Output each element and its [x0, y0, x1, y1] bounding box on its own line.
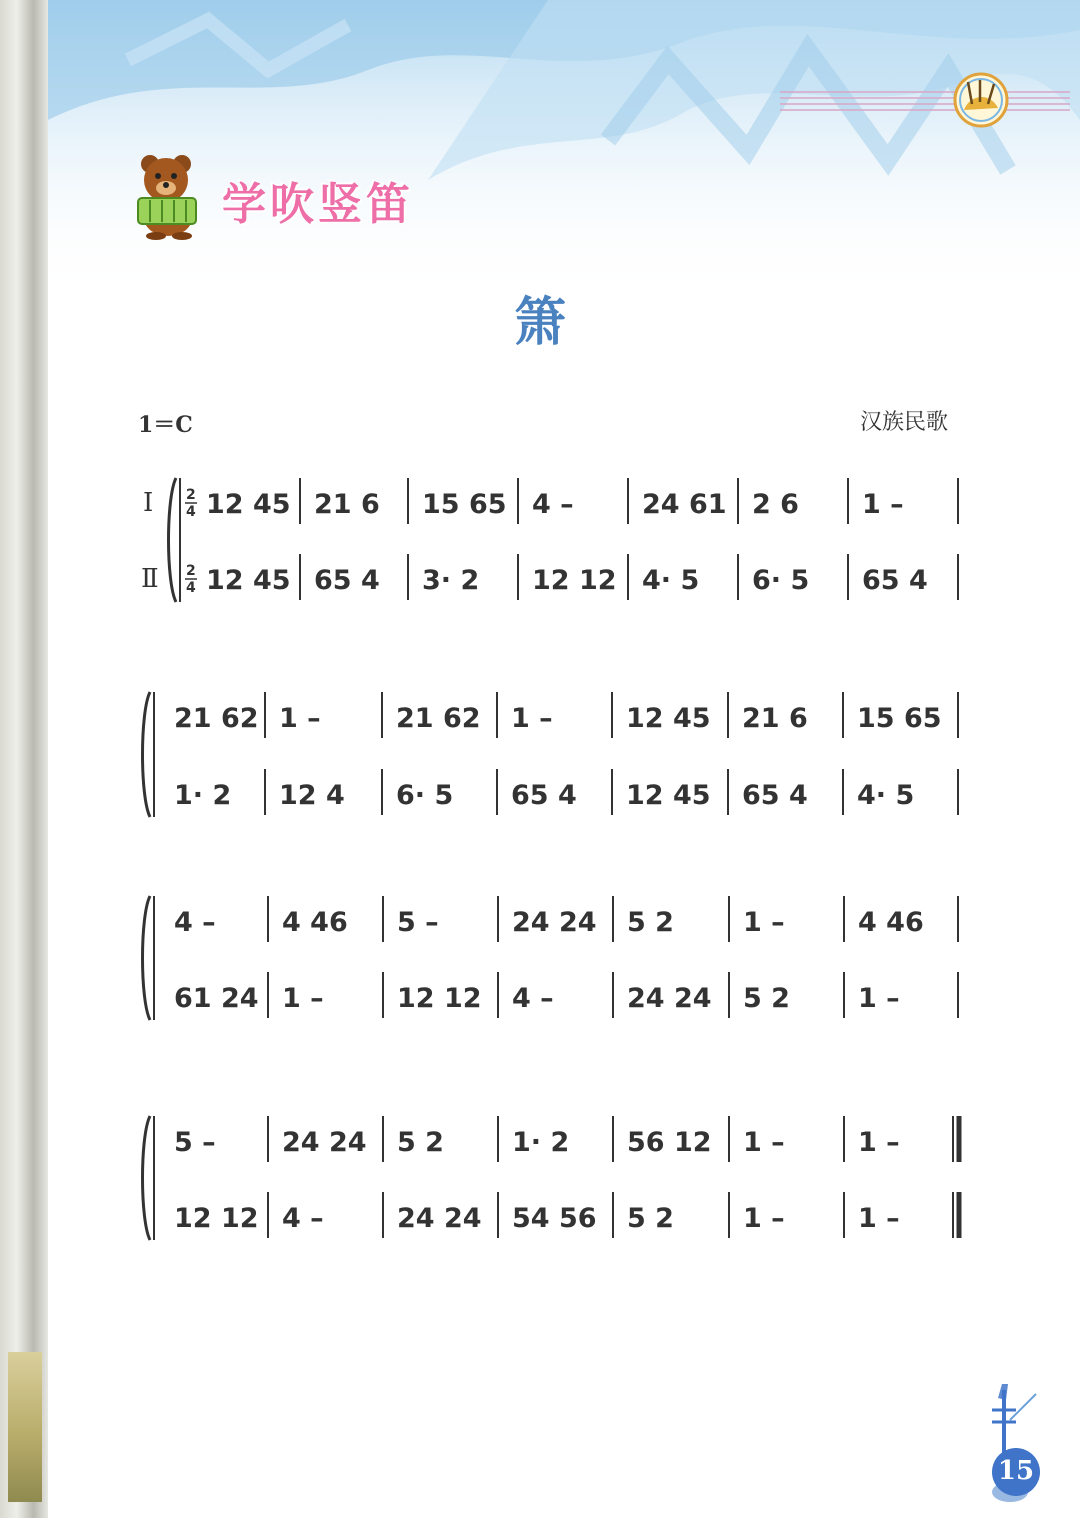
- measure-notes: 1 –: [511, 703, 553, 734]
- time-signature-top: 2: [186, 487, 196, 503]
- measure-notes: 1 –: [282, 983, 324, 1014]
- measure-notes: 56 12: [627, 1127, 712, 1158]
- measure-notes: 4 –: [174, 907, 216, 938]
- system-brace: [143, 1116, 151, 1240]
- measure-notes: 12 45: [626, 780, 711, 811]
- measure-notes: 1 –: [743, 1203, 785, 1234]
- measure-notes: 4· 5: [642, 565, 700, 596]
- measure-notes: 65 4: [742, 780, 808, 811]
- measure-notes: 21 62: [396, 703, 481, 734]
- measure-notes: 5 2: [397, 1127, 444, 1158]
- measure-notes: 65 4: [314, 565, 380, 596]
- measure-notes: 5 –: [397, 907, 439, 938]
- part-label-2: Ⅱ: [141, 564, 159, 594]
- part-label-1: Ⅰ: [143, 488, 154, 518]
- measure-notes: 5 2: [743, 983, 790, 1014]
- system-brace: [143, 692, 151, 817]
- song-source: 汉族民歌: [860, 410, 949, 435]
- measure-notes: 12 45: [626, 703, 711, 734]
- measure-notes: 12 12: [174, 1203, 259, 1234]
- measure-notes: 4 –: [532, 489, 574, 520]
- section-heading: 学吹竖笛: [222, 179, 414, 230]
- measure-notes: 6· 5: [752, 565, 810, 596]
- measure-notes: 12 45: [206, 489, 291, 520]
- measure-notes: 1 –: [279, 703, 321, 734]
- measure-notes: 21 6: [314, 489, 380, 520]
- measure-notes: 1 –: [862, 489, 904, 520]
- measure-notes: 24 24: [627, 983, 712, 1014]
- erhu-icon: [980, 1380, 1050, 1510]
- measure-notes: 3· 2: [422, 565, 480, 596]
- song-title: 箫: [513, 293, 566, 353]
- measure-notes: 12 45: [206, 565, 291, 596]
- measure-notes: 1 –: [858, 1203, 900, 1234]
- measure-notes: 1 –: [858, 983, 900, 1014]
- measure-notes: 5 2: [627, 907, 674, 938]
- measure-notes: 1 –: [858, 1127, 900, 1158]
- measure-notes: 1· 2: [174, 780, 232, 811]
- measure-notes: 4· 5: [857, 780, 915, 811]
- key-signature: 1＝C: [138, 412, 193, 438]
- measure-notes: 24 61: [642, 489, 727, 520]
- time-signature-bottom: 4: [186, 504, 196, 520]
- measure-notes: 4 –: [282, 1203, 324, 1234]
- measure-notes: 5 –: [174, 1127, 216, 1158]
- measure-notes: 12 12: [397, 983, 482, 1014]
- measure-notes: 54 56: [512, 1203, 597, 1234]
- measure-notes: 21 6: [742, 703, 808, 734]
- measure-notes: 1 –: [743, 1127, 785, 1158]
- measure-notes: 4 46: [282, 907, 348, 938]
- measure-notes: 12 4: [279, 780, 345, 811]
- measure-notes: 61 24: [174, 983, 259, 1014]
- measure-notes: 1 –: [743, 907, 785, 938]
- time-signature-top: 2: [186, 563, 196, 579]
- time-signature-bottom: 4: [186, 580, 196, 596]
- measure-notes: 24 24: [282, 1127, 367, 1158]
- measure-notes: 1· 2: [512, 1127, 570, 1158]
- measure-notes: 5 2: [627, 1203, 674, 1234]
- measure-notes: 12 12: [532, 565, 617, 596]
- measure-notes: 24 24: [397, 1203, 482, 1234]
- measure-notes: 6· 5: [396, 780, 454, 811]
- page-number-badge: 15: [997, 1456, 1035, 1486]
- measure-notes: 15 65: [422, 489, 507, 520]
- measure-notes: 65 4: [862, 565, 928, 596]
- system-brace: [143, 896, 151, 1020]
- measure-notes: 15 65: [857, 703, 942, 734]
- measure-notes: 4 –: [512, 983, 554, 1014]
- measure-notes: 4 46: [858, 907, 924, 938]
- system-brace: [169, 478, 177, 602]
- measure-notes: 2 6: [752, 489, 799, 520]
- measure-notes: 21 62: [174, 703, 259, 734]
- measure-notes: 65 4: [511, 780, 577, 811]
- measure-notes: 24 24: [512, 907, 597, 938]
